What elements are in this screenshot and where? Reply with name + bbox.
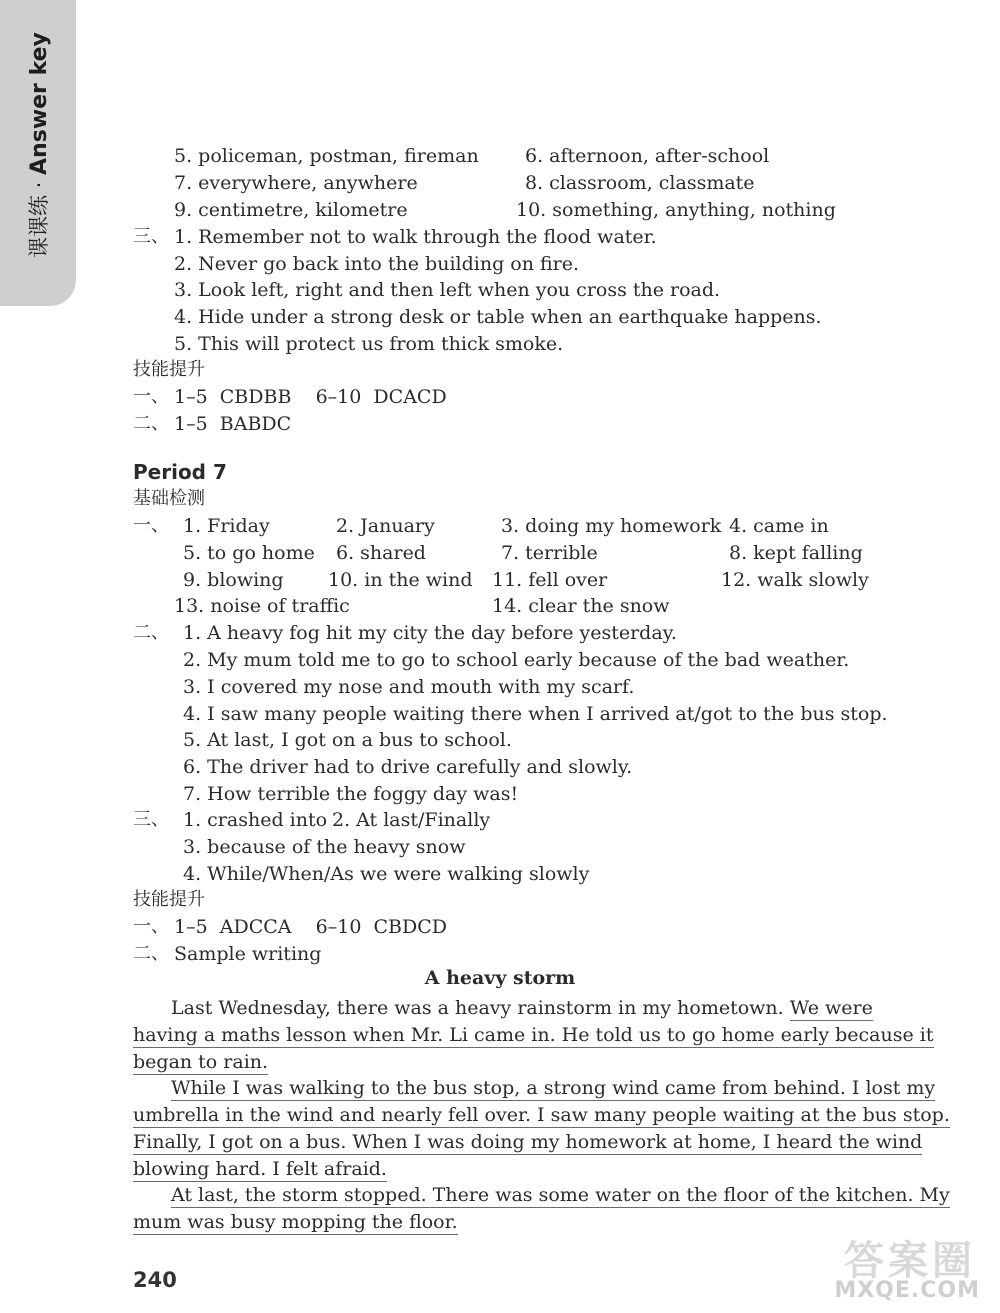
answer-line: 4. While/When/As we were walking slowly — [183, 863, 590, 885]
answer-line: 6. The driver had to drive carefully and slowly. — [183, 756, 633, 778]
side-tab-label — [23, 32, 53, 258]
answer-line: Sample writing — [174, 943, 322, 965]
section-heading: 基础检测 — [133, 488, 205, 509]
essay-line — [171, 995, 873, 1021]
grid-cell: 13. noise of traffic — [174, 595, 350, 617]
grid-cell: 2. January — [336, 515, 435, 537]
grid-cell: 6. shared — [336, 542, 426, 564]
grid-cell: 10. in the wind — [328, 569, 473, 591]
answer-line: 2. My mum told me to go to school early because of the bad weather. — [183, 649, 850, 671]
essay-line — [133, 1156, 387, 1182]
pair-right: 8. classroom, classmate — [525, 172, 755, 194]
section-label: 一、 — [133, 916, 169, 937]
essay-line — [133, 1049, 268, 1075]
essay-underlined-text: At last, the storm stopped. There was some water on the floor of the kitchen. My — [171, 1184, 950, 1206]
grid-cell: 9. blowing — [183, 569, 284, 591]
answer-line: 1. crashed into — [183, 809, 328, 831]
essay-underlined-text: Finally, I got on a bus. When I was doing my homework at home, I heard the wind — [133, 1131, 923, 1153]
essay-underlined-text: We were — [789, 997, 873, 1019]
answer-line: 2. At last/Finally — [332, 809, 491, 831]
essay-title: A heavy storm — [424, 967, 576, 989]
pair-right: 6. afternoon, after-school — [525, 145, 770, 167]
side-tab — [0, 0, 76, 306]
answer-line: 5. At last, I got on a bus to school. — [183, 729, 512, 751]
grid-cell: 12. walk slowly — [721, 569, 869, 591]
essay-underlined-text: began to rain. — [133, 1051, 269, 1073]
pair-left: 9. centimetre, kilometre — [174, 199, 408, 221]
period-title: Period 7 — [133, 460, 227, 484]
essay-line — [133, 1209, 458, 1235]
grid-cell: 4. came in — [729, 515, 829, 537]
essay-line — [133, 1129, 922, 1155]
answer-line: 1–5 CBDBB 6–10 DCACD — [174, 386, 447, 408]
section-label: 三、 — [133, 809, 169, 830]
grid-cell: 7. terrible — [501, 542, 598, 564]
pair-left: 5. policeman, postman, fireman — [174, 145, 479, 167]
grid-cell: 11. fell over — [492, 569, 608, 591]
watermark-logo-text: 答案圈 — [844, 1238, 976, 1284]
answer-line: 5. This will protect us from thick smoke. — [174, 333, 564, 355]
section-label: 二、 — [133, 622, 169, 643]
watermark-site: MXQE.COM — [834, 1278, 980, 1303]
essay-underlined-text: having a maths lesson when Mr. Li came in. He told us to go home early because it — [133, 1024, 934, 1046]
answer-line: 1. A heavy fog hit my city the day before yesterday. — [183, 622, 677, 644]
section-label: 一、 — [133, 386, 169, 407]
section-label: 一、 — [133, 515, 169, 536]
answer-line: 1. Remember not to walk through the flood water. — [174, 226, 657, 248]
answer-line: 1–5 BABDC — [174, 413, 292, 435]
essay-line — [133, 1022, 934, 1048]
answer-line: 1–5 ADCCA 6–10 CBDCD — [174, 916, 448, 938]
essay-underlined-text: mum was busy mopping the floor. — [133, 1211, 458, 1233]
answer-line: 3. Look left, right and then left when you cross the road. — [174, 279, 721, 301]
grid-cell: 8. kept falling — [729, 542, 863, 564]
watermark — [808, 1229, 988, 1303]
essay-line — [171, 1182, 950, 1208]
answer-line: 7. How terrible the foggy day was! — [183, 783, 519, 805]
section-heading: 技能提升 — [133, 889, 205, 910]
answer-line: 4. I saw many people waiting there when I arrived at/got to the bus stop. — [183, 703, 888, 725]
essay-underlined-text: blowing hard. I felt afraid. — [133, 1158, 387, 1180]
section-label: 三、 — [133, 226, 169, 247]
answer-line: 3. I covered my nose and mouth with my scarf. — [183, 676, 635, 698]
answer-line: 2. Never go back into the building on fire. — [174, 253, 580, 275]
essay-line — [133, 1102, 950, 1128]
pair-left: 7. everywhere, anywhere — [174, 172, 418, 194]
essay-underlined-text: While I was walking to the bus stop, a strong wind came from behind. I lost my — [171, 1077, 936, 1099]
essay-line — [171, 1075, 935, 1101]
section-label: 二、 — [133, 413, 169, 434]
page-number: 240 — [133, 1268, 177, 1292]
side-tab-en: Answer key — [27, 32, 52, 175]
grid-cell: 1. Friday — [183, 515, 270, 537]
section-label: 二、 — [133, 943, 169, 964]
essay-underlined-text: umbrella in the wind and nearly fell over. I saw many people waiting at the bus stop. — [133, 1104, 950, 1126]
grid-cell: 14. clear the snow — [492, 595, 670, 617]
grid-cell: 5. to go home — [183, 542, 315, 564]
answer-line: 3. because of the heavy snow — [183, 836, 466, 858]
side-tab-cn: 课课练 · — [27, 174, 51, 258]
section-heading: 技能提升 — [133, 359, 205, 380]
essay-text: Last Wednesday, there was a heavy rainstorm in my hometown. — [171, 997, 790, 1019]
answer-line: 4. Hide under a strong desk or table when an earthquake happens. — [174, 306, 822, 328]
pair-right: 10. something, anything, nothing — [516, 199, 836, 221]
grid-cell: 3. doing my homework — [501, 515, 722, 537]
